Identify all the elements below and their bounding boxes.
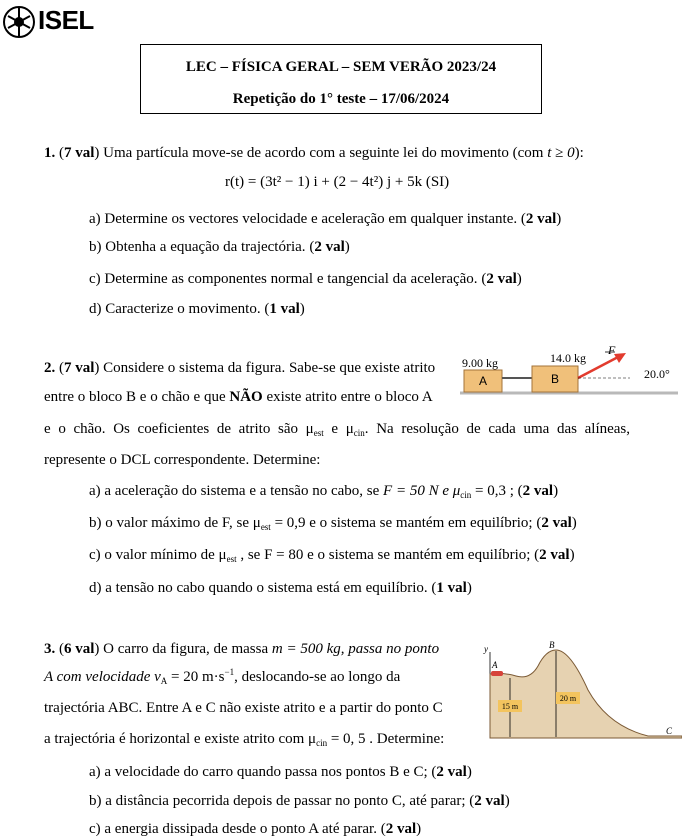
exam-title: LEC – FÍSICA GERAL – SEM VERÃO 2023/24 (185, 59, 497, 75)
q1-intro: 1. (7 val) Uma partícula move-se de acordo com a seguinte lei do movimento (com t ≥ 0): (44, 145, 584, 161)
q2-mu-est: μ (305, 421, 314, 437)
q2-item-c: c) o valor mínimo de $\mu_{est}$ , se F = 80 e o sistema se mantém em equilíbrio; (2 val) (89, 547, 575, 564)
q3-point-c-label: C (666, 726, 673, 736)
q2-item-c-cond: , se F = 80 e o sistema se mantém em equilíbrio; (240, 547, 531, 563)
q2-item-a-force: F = 50 N e μ (383, 483, 461, 499)
q3-point-a-label: A (492, 660, 498, 670)
q1-item-c: c) Determine as componentes normal e tangencial da aceleração. (2 val) (89, 271, 522, 287)
q2-figure-blocks (460, 340, 680, 400)
q2-line1-text: Considere o sistema da figura. Sabe-se que existe atrito (103, 360, 436, 376)
q3-item-b: b) a distância pecorrida depois de passar no ponto C, até parar; (2 val) (89, 793, 510, 809)
q3-velocity-sub: A (160, 676, 168, 686)
q2-item-a-points: 2 val (522, 483, 554, 499)
q3-velocity-unit-sup: −1 (224, 667, 235, 677)
q1-equation (225, 173, 449, 191)
q2-mu-cin-sub: cin (353, 428, 365, 438)
q1-condition: t ≥ 0 (547, 145, 575, 161)
q1-item-d-points: 1 val (269, 301, 300, 317)
q2-block-a-label: A (478, 374, 488, 388)
q2-item-b-text: b) o valor máximo de F, se μ (89, 515, 261, 531)
q2-line3a: e o chão. Os coeficientes de atrito são (44, 421, 298, 437)
q1-item-d-text: d) Caracterize o movimento. (89, 301, 261, 317)
q2-item-c-points: 2 val (539, 547, 570, 563)
q1-item-b-text: b) Obtenha a equação da trajectória. (89, 239, 306, 255)
q2-force-label: F (608, 343, 616, 357)
q3-point-b-label: B (549, 640, 555, 650)
q2-item-a-cond: = 0,3 ; (475, 483, 514, 499)
q2-line-2 (44, 388, 433, 406)
q1-item-a-points: 2 val (525, 211, 557, 227)
q3-line2d: , deslocando-se ao longo da (234, 669, 401, 685)
q2-line-4: represente o DCL correspondente. Determine: (44, 452, 321, 468)
q1-item-b: b) Obtenha a equação da trajectória. (2 val) (89, 239, 350, 255)
q2-item-b-points: 2 val (541, 515, 572, 531)
q1-item-a-text: a) Determine os vectores velocidade e aceleração em qualquer instante. (89, 211, 518, 227)
q3-line-3: trajectória ABC. Entre A e C não existe atrito e a partir do ponto C (44, 700, 443, 716)
q2-line2-emphasis: NÃO (229, 389, 263, 405)
q3-line-1: 3. (6 val) O carro da figura, de massa m = 500 kg, passa no ponto (44, 641, 440, 657)
q1-item-a: a) Determine os vectores velocidade e aceleração em qualquer instante. (2 val) (89, 211, 562, 227)
q2-item-a-sub: cin (460, 490, 472, 500)
q2-number: 2 (44, 360, 52, 376)
q3-item-c-points: 2 val (385, 821, 417, 837)
q3-item-a-points: 2 val (436, 764, 467, 780)
q3-velocity-symbol: v (154, 669, 161, 685)
q2-cable (502, 377, 532, 379)
q3-height-a-label: 15 m (501, 702, 519, 711)
q3-car-icon (491, 671, 503, 676)
q1-intro-text: Uma partícula move-se de acordo com a seguinte lei do movimento (com (103, 145, 544, 161)
q2-line2c: existe atrito entre o bloco A (266, 389, 433, 405)
q2-line-3 (44, 420, 630, 438)
q2-item-b-cond: = 0,9 e o sistema se mantém em equilíbrio; (274, 515, 533, 531)
q3-item-b-text: b) a distância pecorrida depois de passar no ponto C, até parar; (89, 793, 466, 809)
q2-mass-a: 9.00 kg (462, 356, 498, 370)
q3-line-4 (44, 730, 444, 748)
q2-item-b: b) o valor máximo de F, se $\mu_{est} = 0,9$ e o sistema se mantém em equilíbrio; (2 val) (89, 515, 577, 532)
q2-mu-est-sub: est (313, 428, 324, 438)
q2-angle-label: 20.0° (644, 367, 670, 381)
q2-item-d-text: d) a tensão no cabo quando o sistema está em equilíbrio. (89, 580, 428, 596)
q3-item-b-points: 2 val (474, 793, 505, 809)
q3-item-a: a) a velocidade do carro quando passa nos pontos B e C; (2 val) (89, 764, 472, 780)
q3-line4b: = 0, 5 . Determine: (330, 731, 445, 747)
q3-points: 6 val (64, 641, 95, 657)
q1-equation-text: r(t) = (3t² − 1) i + (2 − 4t²) j + 5k (SI) (225, 174, 450, 190)
q3-mass: m = 500 kg, passa no ponto (271, 641, 440, 657)
q2-points: 7 val (64, 360, 95, 376)
q1-points: 7 val (64, 145, 95, 161)
q1-item-c-text: c) Determine as componentes normal e tangencial da aceleração. (89, 271, 478, 287)
exam-header (140, 44, 542, 114)
q3-item-c: c) a energia dissipada desde o ponto A até parar. (2 val) (89, 821, 422, 837)
q1-number: 1 (44, 145, 52, 161)
q3-line4-sub: cin (316, 738, 328, 748)
q1-item-b-points: 2 val (314, 239, 345, 255)
isel-logo (2, 2, 112, 44)
q3-line2a: A com velocidade (44, 669, 151, 685)
q2-item-c-text: c) o valor mínimo de μ (89, 547, 227, 563)
q2-mu-cin: μ (345, 421, 354, 437)
q2-item-b-sub: est (260, 522, 271, 532)
q2-item-c-sub: est (226, 554, 237, 564)
q2-line3b: e (331, 421, 339, 437)
q2-item-a-text: a) a aceleração do sistema e a tensão no cabo, se (89, 483, 380, 499)
q3-hill-profile (490, 650, 682, 738)
exam-subtitle: Repetição do 1° teste – 17/06/2024 (232, 91, 450, 107)
q2-item-d-points: 1 val (436, 580, 467, 596)
q3-line4a: a trajectória é horizontal e existe atrito com μ (44, 731, 317, 747)
q3-height-b-label: 20 m (559, 694, 577, 703)
q1-item-c-points: 2 val (486, 271, 517, 287)
q3-item-c-text: c) a energia dissipada desde o ponto A até parar. (89, 821, 377, 837)
q2-line3c: . Na resolução de cada uma das alíneas, (364, 421, 631, 437)
q2-mass-b: 14.0 kg (550, 351, 586, 365)
q3-velocity-value: = 20 m·s (171, 669, 225, 685)
q2-block-b-label: B (550, 372, 560, 386)
isel-emblem-icon (2, 2, 36, 42)
q2-item-d: d) a tensão no cabo quando o sistema está em equilíbrio. (1 val) (89, 580, 472, 596)
q3-y-axis-label: y (484, 644, 488, 654)
q3-number: 3 (44, 641, 52, 657)
q3-figure-track (478, 640, 682, 744)
q2-line2a: entre o bloco B e o chão e que (44, 389, 226, 405)
q2-item-a: a) a aceleração do sistema e a tensão no cabo, se F = 50 N e $\mu_{cin} = 0,3$ ; (2 val) (89, 483, 559, 500)
q2-line-1: 2. (7 val) Considere o sistema da figura. Sabe-se que existe atrito (44, 360, 436, 376)
q3-line-2 (44, 668, 466, 686)
q3-line1a: O carro da figura, de massa (103, 641, 269, 657)
q1-item-d: d) Caracterize o movimento. (1 val) (89, 301, 305, 317)
q3-item-a-text: a) a velocidade do carro quando passa nos pontos B e C; (89, 764, 428, 780)
logo-text: ISEL (38, 5, 94, 35)
